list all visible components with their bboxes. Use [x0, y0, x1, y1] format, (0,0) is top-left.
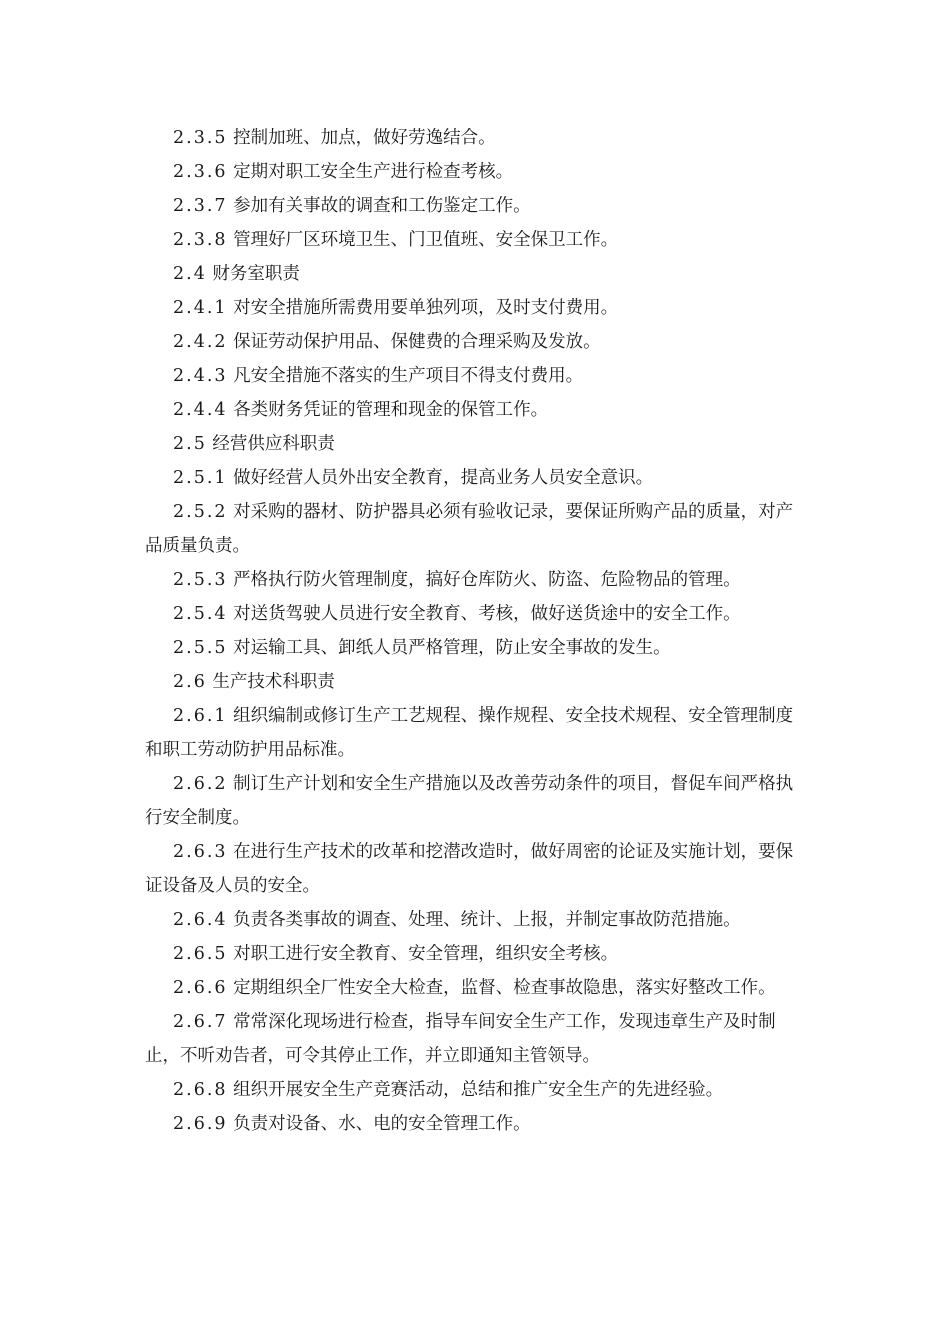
section-number: 2.6: [173, 672, 207, 692]
document-body: [145, 121, 810, 1141]
clause-number: 2.4.1: [173, 298, 228, 318]
paragraph-2-3-5: [145, 121, 810, 155]
clause-text: 组织开展安全生产竞赛活动，总结和推广安全生产的先进经验。: [233, 1080, 724, 1100]
section-title: 生产技术科职责: [212, 672, 335, 692]
clause-text: 定期组织全厂性安全大检查，监督、检查事故隐患，落实好整改工作。: [233, 978, 776, 998]
paragraph-2-5-5: [145, 631, 810, 665]
clause-number: 2.6.8: [173, 1080, 228, 1100]
paragraph-2-5-2: [145, 495, 810, 563]
clause-text: 严格执行防火管理制度，搞好仓库防火、防盗、危险物品的管理。: [233, 570, 741, 590]
clause-number: 2.5.4: [173, 604, 228, 624]
paragraph-2-5-3: [145, 563, 810, 597]
clause-number: 2.5.2: [173, 502, 228, 522]
clause-text: 制订生产计划和安全生产措施以及改善劳动条件的项目，督促车间严格执行安全制度。: [145, 774, 794, 828]
paragraph-2-3-7: [145, 189, 810, 223]
clause-number: 2.5.5: [173, 638, 228, 658]
clause-text: 对职工进行安全教育、安全管理，组织安全考核。: [233, 944, 619, 964]
paragraph-2-4-3: [145, 359, 810, 393]
clause-number: 2.3.5: [173, 128, 228, 148]
paragraph-2-6-8: [145, 1073, 810, 1107]
clause-number: 2.5.3: [173, 570, 228, 590]
clause-text: 对安全措施所需费用要单独列项，及时支付费用。: [233, 298, 619, 318]
clause-number: 2.6.2: [173, 774, 228, 794]
paragraph-2-6-3: [145, 835, 810, 903]
clause-number: 2.3.7: [173, 196, 228, 216]
clause-text: 对送货驾驶人员进行安全教育、考核，做好送货途中的安全工作。: [233, 604, 741, 624]
clause-number: 2.5.1: [173, 468, 228, 488]
paragraph-2-6-6: [145, 971, 810, 1005]
paragraph-2-6-9: [145, 1107, 810, 1141]
clause-number: 2.3.6: [173, 162, 228, 182]
clause-number: 2.6.4: [173, 910, 228, 930]
paragraph-2-6-2: [145, 767, 810, 835]
section-number: 2.5: [173, 434, 207, 454]
paragraph-2-6-5: [145, 937, 810, 971]
clause-number: 2.3.8: [173, 230, 228, 250]
clause-number: 2.6.1: [173, 706, 228, 726]
clause-text: 保证劳动保护用品、保健费的合理采购及发放。: [233, 332, 601, 352]
section-title: 经营供应科职责: [212, 434, 335, 454]
clause-number: 2.4.2: [173, 332, 228, 352]
paragraph-2-5-4: [145, 597, 810, 631]
paragraph-2-4-2: [145, 325, 810, 359]
section-heading-2-5: [145, 427, 810, 461]
clause-text: 各类财务凭证的管理和现金的保管工作。: [233, 400, 549, 420]
section-number: 2.4: [173, 264, 207, 284]
clause-number: 2.6.3: [173, 842, 228, 862]
paragraph-2-4-1: [145, 291, 810, 325]
clause-text: 控制加班、加点，做好劳逸结合。: [233, 128, 496, 148]
clause-number: 2.4.3: [173, 366, 228, 386]
clause-number: 2.6.5: [173, 944, 228, 964]
paragraph-2-3-8: [145, 223, 810, 257]
clause-text: 凡安全措施不落实的生产项目不得支付费用。: [233, 366, 584, 386]
clause-text: 对采购的器材、防护器具必须有验收记录，要保证所购产品的质量，对产品质量负责。: [145, 502, 794, 556]
paragraph-2-3-6: [145, 155, 810, 189]
clause-text: 常常深化现场进行检查，指导车间安全生产工作，发现违章生产及时制止，不听劝告者，可令其停止工作，并立即通知主管领导。: [145, 1012, 776, 1066]
paragraph-2-6-4: [145, 903, 810, 937]
clause-number: 2.6.6: [173, 978, 228, 998]
clause-text: 定期对职工安全生产进行检查考核。: [233, 162, 514, 182]
paragraph-2-5-1: [145, 461, 810, 495]
paragraph-2-6-7: [145, 1005, 810, 1073]
clause-text: 对运输工具、卸纸人员严格管理，防止安全事故的发生。: [233, 638, 671, 658]
paragraph-2-4-4: [145, 393, 810, 427]
paragraph-2-6-1: [145, 699, 810, 767]
clause-text: 组织编制或修订生产工艺规程、操作规程、安全技术规程、安全管理制度和职工劳动防护用品标准。: [145, 706, 794, 760]
clause-text: 参加有关事故的调查和工伤鉴定工作。: [233, 196, 531, 216]
clause-text: 在进行生产技术的改革和挖潜改造时，做好周密的论证及实施计划，要保证设备及人员的安全。: [145, 842, 794, 896]
section-heading-2-6: [145, 665, 810, 699]
clause-number: 2.6.9: [173, 1114, 228, 1134]
clause-text: 负责各类事故的调查、处理、统计、上报，并制定事故防范措施。: [233, 910, 741, 930]
clause-number: 2.6.7: [173, 1012, 228, 1032]
clause-number: 2.4.4: [173, 400, 228, 420]
section-heading-2-4: [145, 257, 810, 291]
clause-text: 负责对设备、水、电的安全管理工作。: [233, 1114, 531, 1134]
clause-text: 做好经营人员外出安全教育，提高业务人员安全意识。: [233, 468, 654, 488]
section-title: 财务室职责: [212, 264, 300, 284]
clause-text: 管理好厂区环境卫生、门卫值班、安全保卫工作。: [233, 230, 619, 250]
